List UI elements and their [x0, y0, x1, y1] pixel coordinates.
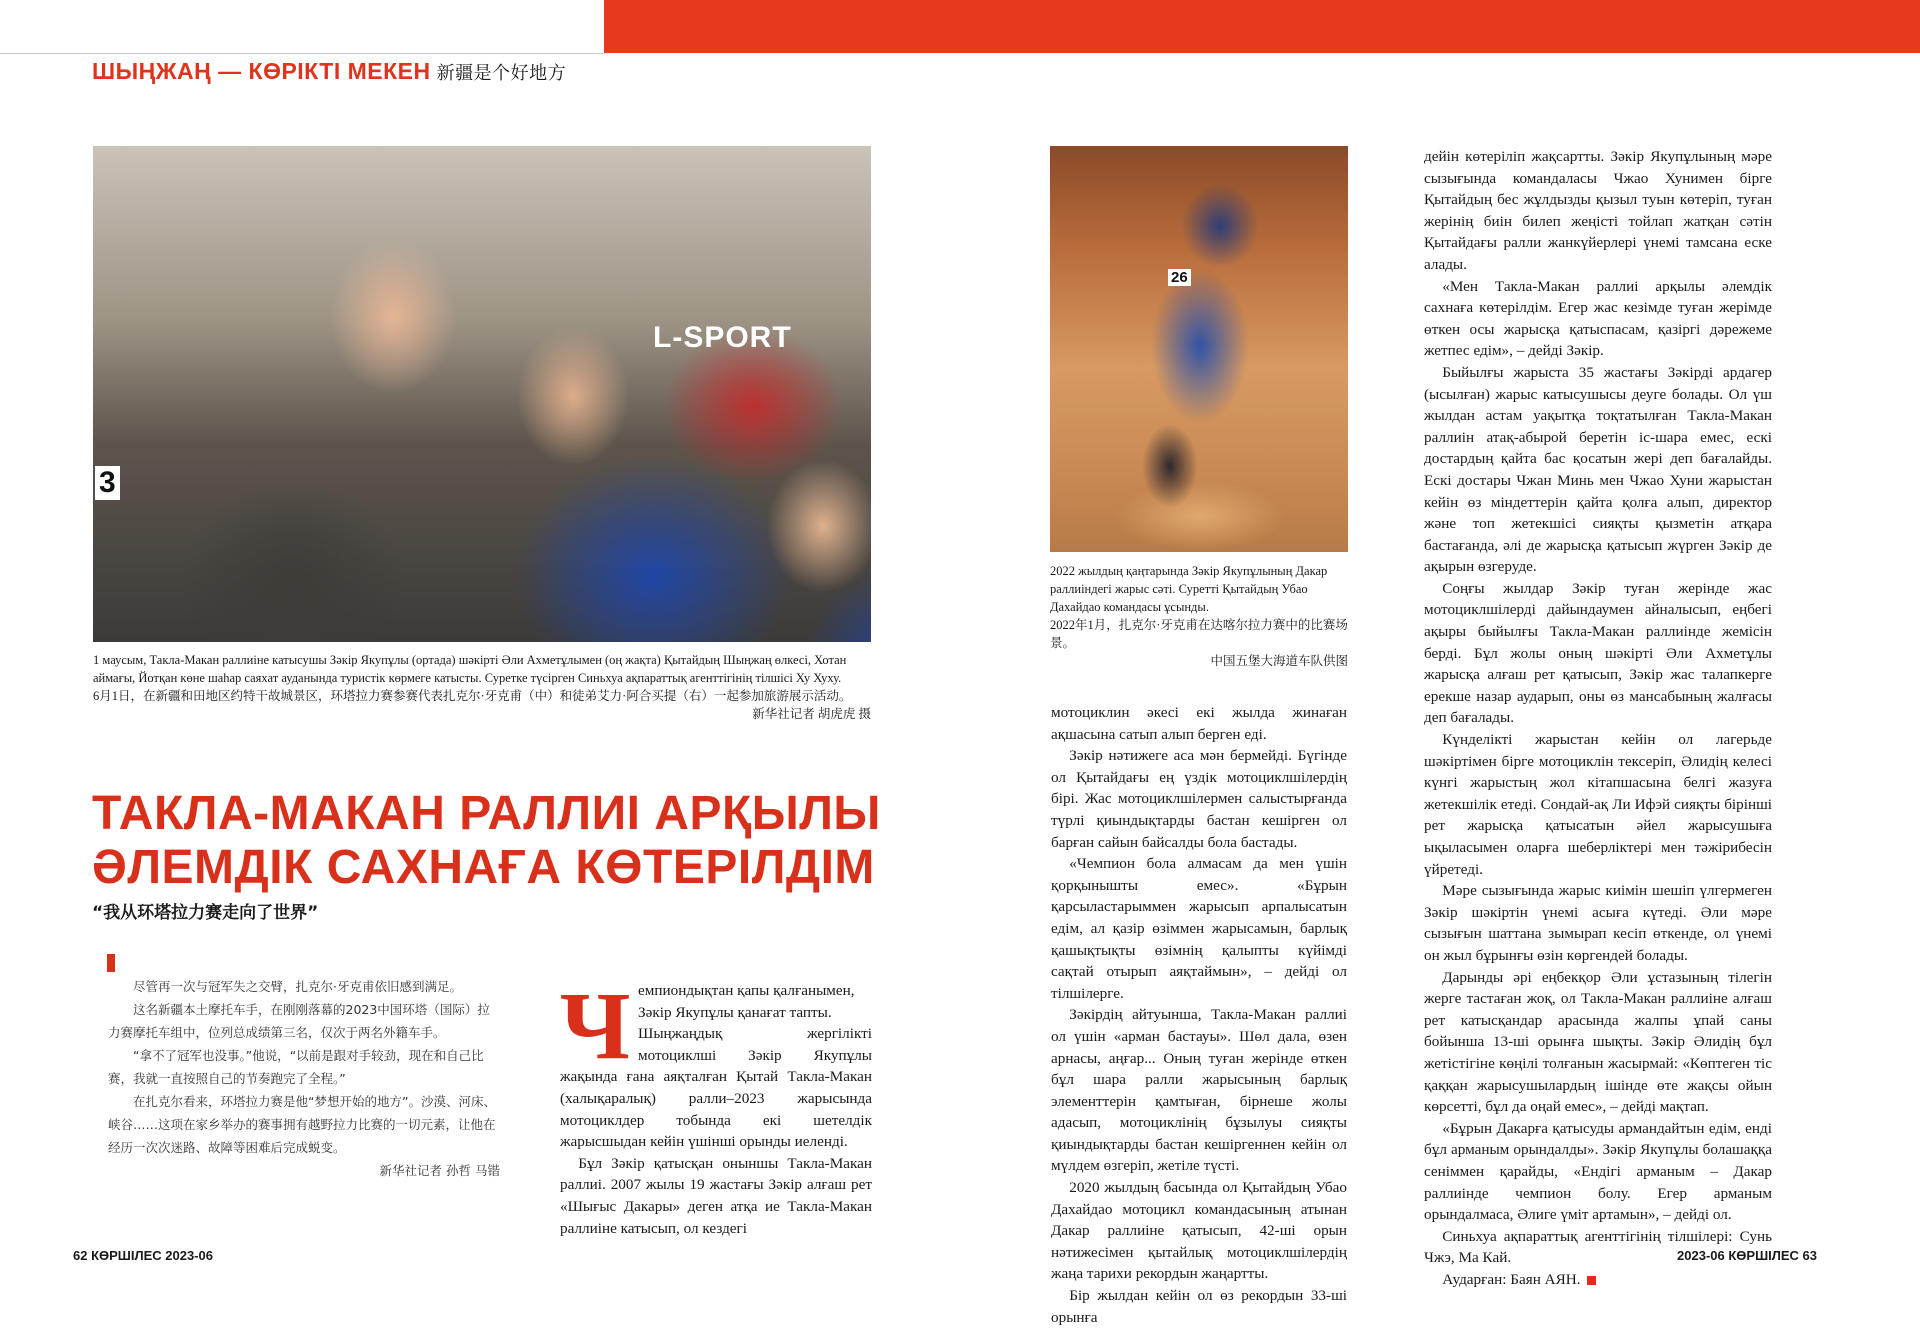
race-number-plate: 26 [1168, 269, 1191, 286]
article-column-1 [560, 972, 872, 1239]
col3-paragraph-6: Мәре сызығында жарыс киімін шешіп үлгермеген Зәкір шәкіртін үнемі асыға күтеді. Әли мәре сызығын шаттана зымырап кесіп өткенде, ол үнемі он жыл бұрынғы өзін көргендей болады. [1424, 882, 1772, 964]
col3-paragraph-4: Соңғы жылдар Зәкір туған жерінде жас мотоциклшілерді дайындаумен айналысып, еңбегі ақыры быйылғы Такла-Макан раллиінде жемісін берді. Бұл жолы оның шәкірті Әли Ахметұлы жарысқа алғаш рет қатысып, Зәкір жас талапкерге ерекше назар аударып, оны өз мансабының жалғасы деп бағалады. [1424, 579, 1772, 727]
col3-paragraph-1: дейін көтеріліп жақсартты. Зәкір Якупұлының мәре сызығында командаласы Чжао Хунимен бірге Қытайдың бес жұлдызды қызыл туын көтеріп, туған жерінің биін билеп жеңісті тойлап жатқан сәтін Қытайдағы ралли жанкүйерлері үнемі тамсана еске алады. [1424, 148, 1772, 273]
top-rule [0, 53, 604, 54]
cn-summary-p3: “拿不了冠军也没事。”他说，“以前是跟对手较劲，现在和自己比赛，我就一直按照自己的节奏跑完了全程。” [108, 1048, 484, 1086]
photo-sign-text: L-SPORT [653, 321, 792, 354]
top-accent-bar [604, 0, 1920, 53]
col2-paragraph-4: Зәкірдің айтуынша, Такла-Макан раллиі ол үшін «арман бастауы». Шөл дала, өзен арнасы, аңғар... Оның туған жерінде өткен бұл шара ралли жарысының барлық элементтерін қамтыған, бірнеше жолы адасып, мотоциклінің бұзылуы сияқты қиындықтарды бастан кешіргеннен кейін ол мүлдем өзгеріп, жетіле түсті. [1051, 1006, 1347, 1175]
col3-paragraph-5: Күнделікті жарыстан кейін ол лагерьде шәкіртімен бірге мотоциклін тексеріп, Әлидің келесі күнгі жарыстың жол кітапшасына белгі жазуға жетекшілік етеді. Сондай-ақ Ли Ифэй сияқты бірінші рет жарысқа қатысатын әйел жарысушыға ықыласымен оларға шеберліктері мен тәжірибесін үйретеді. [1424, 731, 1772, 878]
lead-line-4: мотоциклші Зәкір Якупұлы [638, 1046, 872, 1064]
cn-summary-p2: 这名新疆本土摩托车手，在刚刚落幕的2023中国环塔（国际）拉力赛摩托车组中，位列总成绩第三名，仅次于两名外籍车手。 [108, 1002, 490, 1040]
cn-summary-box [108, 975, 500, 1182]
col3-paragraph-3: Быйылғы жарыста 35 жастағы Зәкірді ардагер (ысылған) жарыс катысушысы деуге болады. Ол үш жылдан астам уақытқа тоқтатылған Такла-Макан раллиін атақ-абырой беретін іс-шара емес, ескі достардың қайта бас қосатын жері деп бағалайды. Ескі достары Чжан Минь мен Чжао Хуни жарыстан кейін өз міндеттерін қайта қолға алып, директор және топ жетекшісі сияқты қызметін атқара бастағанда, әлі де жарысқа қатысып жүрген Зәкір де ақырын өзгеруде. [1424, 363, 1772, 576]
photo1-caption-kz: 1 маусым, Такла-Макан раллиіне катысушы Зәкір Якупұлы (ортада) шәкірті Әли Ахметұлымен (оң жақта) Қытайдың Шыңжаң өлкесі, Хотан аймағы, Йотқан көне шаһар саяхат ауданында туристік көрмеге катысты. Суретке түсірген Синьхуа ақпараттық агенттігінің тілшісі Ху Хуху. [93, 653, 847, 685]
col2-paragraph-5: 2020 жылдың басында ол Қытайдың Убао Дахайдао мотоцикл командасының атынан Дакар раллиіне қатысып, 42-ші орын нәтижесімен қытайлық мотоциклшілердің жаңа тарихи рекордын жаңартты. [1051, 1179, 1347, 1283]
col3-paragraph-9: Синьхуа ақпараттық агенттігінің тілшілері: Сунь Чжэ, Ма Кай. [1424, 1227, 1772, 1267]
photo1-caption [93, 651, 871, 723]
col3-paragraph-2: «Мен Такла-Макан раллиі арқылы әлемдік сахнаға көтерілдім. Егер жас кезімде туған жерімде өткен осы жарысқа қатыспасам, қазіргі дәрежеме жетпес едім», – дейді Зәкір. [1424, 277, 1772, 360]
cn-summary-credit: 新华社记者 孙哲 马锴 [379, 1163, 500, 1178]
drop-cap: Ч [560, 972, 631, 1079]
translator-credit: Аударған: Баян АЯН. [1442, 1270, 1581, 1288]
photo-dakar-race [1050, 146, 1348, 552]
lead-paragraph-rest: жақында ғана аяқталған Қытай Такла-Макан (халықаралық) ралли–2023 жарысында мотоциклдер тобында екі шетелдік жарысшыдан кейін үшінші орынды иеленді. [560, 1068, 872, 1151]
col2-paragraph-3: «Чемпион бола алмасам да мен үшін қорқынышты емес». «Бұрын қарсыластарыммен жарысып арпалысатын едім, ал қазір өзіммен жарысамын, барлық қашықтықты өзімнің қалыпты күйімді сақтай отырып аяқтаймын», – дейді ол тілшілерге. [1051, 855, 1347, 1002]
col3-paragraph-8: «Бұрын Дакарға қатысуды армандайтын едім, енді бұл арманым орындалды». Зәкір Якупұлы болашаққа сеніммен қарайды, «Ендігі арманым – Дакар раллиінде чемпион болу. Егер арманым орындалмаса, Әлиге үміт артамын», – дейді ол. [1424, 1119, 1772, 1224]
col2-paragraph-2: Зәкір нәтижеге аса мән бермейді. Бүгінде ол Қытайдағы ең үздік мотоциклшілердің бірі. Жас мотоциклшілермен салыстырғанда түрлі қиындықтарды бастан кешірген ол барған сайын байсалды бола бастады. [1051, 747, 1347, 851]
photo1-caption-cn: 6月1日，在新疆和田地区约特干故城景区，环塔拉力赛参赛代表扎克尔·牙克甫（中）和徒弟艾力·阿合买提（右）一起参加旅游展示活动。 [93, 689, 852, 703]
col2-paragraph-6: Бір жылдан кейін ол өз рекордын 33-ші орынға [1051, 1287, 1347, 1326]
lead-line-2: Зәкір Якупұлы қанағат тапты. [638, 1003, 832, 1021]
photo-number-plate: 3 [95, 466, 120, 500]
section-title-kz: ШЫҢЖАҢ — КӨРІКТІ МЕКЕН [92, 58, 431, 84]
col2-paragraph-1: мотоциклин әкесі екі жылда жинаған ақшасына сатып алып берген еді. [1051, 704, 1347, 743]
photo2-caption-cn: 2022年1月，扎克尔·牙克甫在达喀尔拉力赛中的比赛场景。 [1050, 618, 1348, 650]
headline [92, 787, 892, 895]
cn-summary-p1: 尽管再一次与冠军失之交臂，扎克尔·牙克甫依旧感到满足。 [133, 979, 462, 994]
photo1-credit: 新华社记者 胡虎虎 摄 [752, 707, 871, 721]
photo2-caption [1050, 562, 1348, 670]
section-title [92, 58, 566, 85]
lead-line-3: Шыңжаңдық жергілікті [638, 1025, 872, 1043]
photo2-caption-kz: 2022 жылдың қаңтарында Зәкір Якупұлының Дакар раллиіндегі жарыс сәті. Суретті Қытайдың Убао Дахайдао командасы ұсынды. [1050, 564, 1328, 614]
footer-left-folio: 62 КӨРШІЛЕС 2023-06 [73, 1248, 213, 1263]
col3-paragraph-7: Дарынды әрі еңбекқор Әли ұстазының тілегін жерге тастаған жоқ, ол Такла-Макан раллиіне алғаш рет катысқандар арасында жалпы ұпай саны бойынша 13-ші орынға шықты. Зәкір Әлидің бұл жетістігіне көңілі толғанын жасырмай: «Көптеген тіс қаққан жарысушылардың ішінде өте жақсы ойын көрсетті, бұл да оңай емес», – дейді мақтап. [1424, 968, 1772, 1116]
headline-line-1: ТАКЛА-МАКАН РАЛЛИІ АРҚЫЛЫ [92, 787, 881, 840]
end-mark [1587, 1276, 1596, 1285]
cn-summary-p4: 在扎克尔看来，环塔拉力赛是他“梦想开始的地方”。沙漠、河床、峡谷……这项在家乡举办的赛事拥有越野拉力比赛的一切元素，让他在经历一次次迷路、故障等困难后完成蜕变。 [108, 1094, 496, 1155]
footer-right-folio: 2023-06 КӨРШІЛЕС 63 [1677, 1248, 1817, 1263]
section-title-cn: 新疆是个好地方 [436, 63, 567, 83]
headline-subtitle-cn: “我从环塔拉力赛走向了世界” [92, 903, 319, 923]
lead-line-1: емпиондықтан қапы қалғанымен, [638, 982, 855, 999]
photo-riders-exhibition [93, 146, 871, 642]
col3-paragraph-10 [1424, 1269, 1772, 1291]
headline-line-2: ӘЛЕМДІК САХНАҒА КӨТЕРІЛДІМ [92, 841, 875, 894]
col1-paragraph-2: Бұл Зәкір қатысқан оныншы Такла-Макан раллиі. 2007 жылы 19 жастағы Зәкір алғаш рет «Шығыс Дакары» деген атқа ие Такла-Макан раллиіне катысып, ол кездегі [560, 1154, 872, 1237]
article-column-3 [1424, 146, 1772, 1290]
photo2-credit: 中国五堡大海道车队供图 [1210, 654, 1348, 668]
article-column-2 [1051, 702, 1347, 1328]
summary-marker [107, 954, 115, 972]
